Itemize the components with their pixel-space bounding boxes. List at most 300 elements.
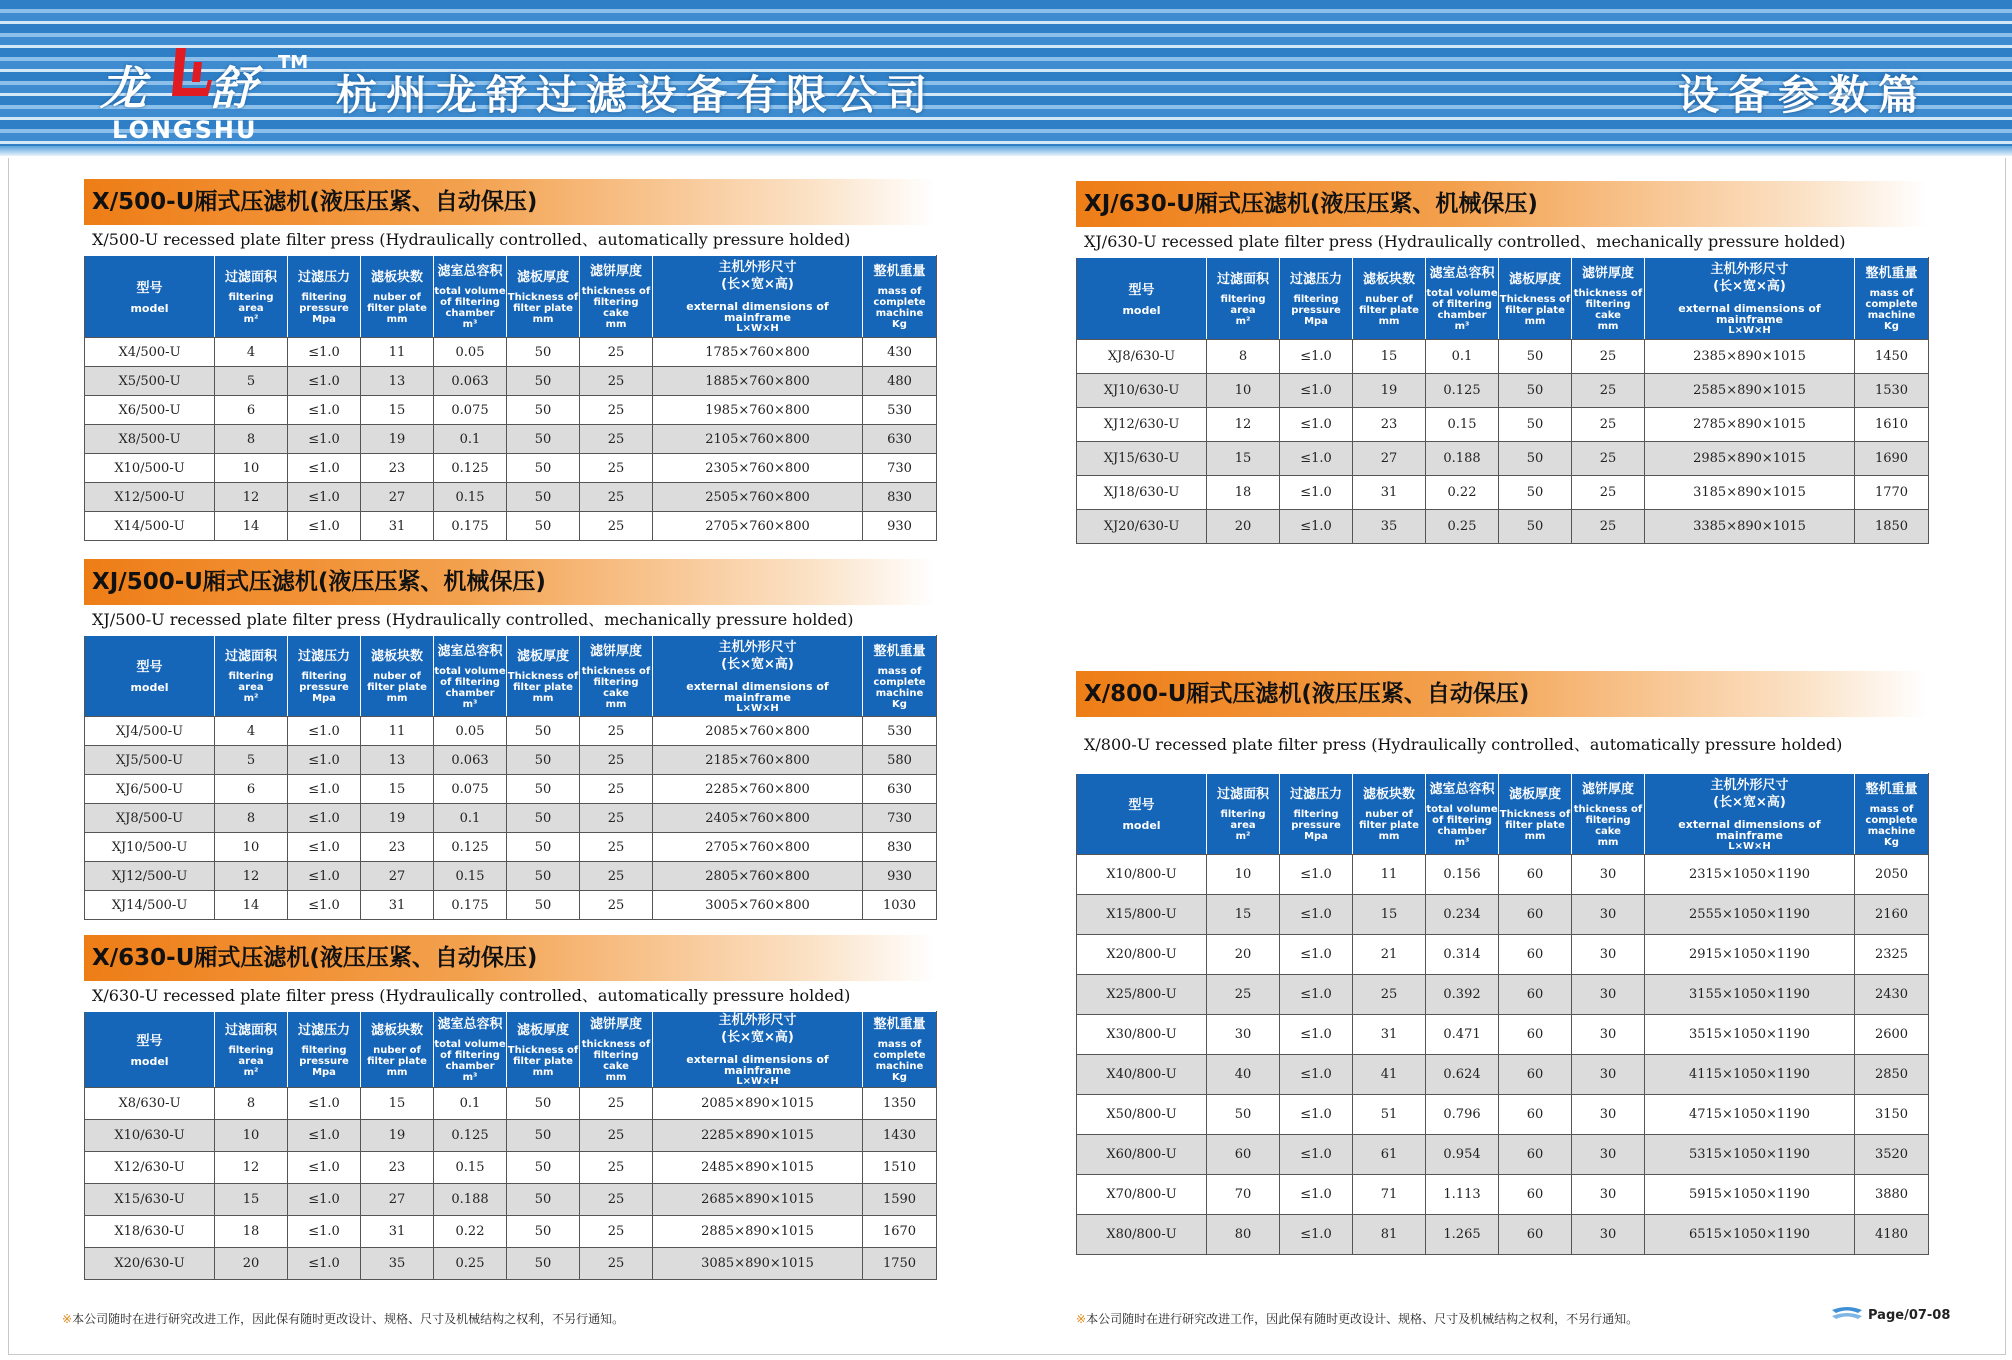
cell-mass: 2850 <box>1855 1055 1929 1095</box>
cell-area: 60 <box>1207 1135 1280 1175</box>
cell-volume: 0.175 <box>434 512 507 541</box>
col-header-unit: Kg <box>892 698 907 710</box>
cell-pressure: ≤1.0 <box>1280 895 1353 935</box>
cell-pressure: ≤1.0 <box>1280 510 1353 544</box>
col-header-area <box>1207 774 1280 855</box>
cell-volume: 0.796 <box>1426 1095 1499 1135</box>
cell-area: 70 <box>1207 1175 1280 1215</box>
col-header-unit: m² <box>1235 315 1251 327</box>
cell-pressure: ≤1.0 <box>288 367 361 396</box>
cell-model: X25/800-U <box>1077 975 1207 1015</box>
cell-volume: 1.113 <box>1426 1175 1499 1215</box>
cell-pressure: ≤1.0 <box>288 746 361 775</box>
cell-model: XJ5/500-U <box>85 746 215 775</box>
cell-model: X10/800-U <box>1077 855 1207 895</box>
cell-thickness: 50 <box>507 1120 580 1152</box>
cell-thickness: 60 <box>1499 1175 1572 1215</box>
col-header-area <box>215 256 288 338</box>
cell-plates: 35 <box>361 1248 434 1280</box>
cell-cake: 25 <box>1572 510 1645 544</box>
cell-volume: 0.05 <box>434 338 507 367</box>
cell-plates: 27 <box>361 1184 434 1216</box>
cell-model: XJ12/500-U <box>85 862 215 891</box>
cell-area: 4 <box>215 717 288 746</box>
cell-mass: 1430 <box>863 1120 937 1152</box>
cell-pressure: ≤1.0 <box>288 862 361 891</box>
cell-model: X40/800-U <box>1077 1055 1207 1095</box>
col-header-cn: 滤板厚度 <box>1508 787 1561 802</box>
cell-thickness: 50 <box>1499 442 1572 476</box>
col-header-unit: Kg <box>1884 321 1899 332</box>
col-header-unit: m³ <box>462 698 478 710</box>
cell-pressure: ≤1.0 <box>288 804 361 833</box>
cell-plates: 31 <box>361 1216 434 1248</box>
col-header-unit: Kg <box>1884 836 1899 848</box>
cell-plates: 31 <box>1353 1015 1426 1055</box>
cell-model: X18/630-U <box>85 1216 215 1248</box>
cell-cake: 25 <box>580 512 653 541</box>
cell-area: 15 <box>1207 895 1280 935</box>
cell-area: 20 <box>215 1248 288 1280</box>
col-header-pressure <box>1280 258 1353 340</box>
col-header-unit: m² <box>243 693 259 704</box>
col-header-cn: 滤板块数 <box>1362 787 1415 802</box>
cell-model: X12/500-U <box>85 483 215 512</box>
col-header-en: filtering pressure <box>299 671 349 693</box>
cell-pressure: ≤1.0 <box>288 512 361 541</box>
col-header-en: total volume of filtering chamber <box>434 1039 506 1072</box>
cell-pressure: ≤1.0 <box>288 338 361 367</box>
cell-thickness: 50 <box>507 891 580 920</box>
cell-mass: 1850 <box>1855 510 1929 544</box>
col-header-en: mass of complete machine <box>873 665 926 699</box>
col-header-cn: 滤饼厚度 <box>1581 781 1634 797</box>
cell-dims: 2705×760×800 <box>653 512 863 541</box>
cell-mass: 580 <box>863 746 937 775</box>
cell-volume: 0.25 <box>434 1248 507 1280</box>
cell-dims: 4115×1050×1190 <box>1645 1055 1855 1095</box>
cell-dims: 3005×760×800 <box>653 891 863 920</box>
cell-model: XJ18/630-U <box>1077 476 1207 510</box>
cell-thickness: 50 <box>507 833 580 862</box>
col-header-mass <box>1855 258 1929 340</box>
col-header-volume <box>434 636 507 717</box>
cell-dims: 5915×1050×1190 <box>1645 1175 1855 1215</box>
cell-thickness: 60 <box>1499 1055 1572 1095</box>
cell-area: 15 <box>215 1184 288 1216</box>
col-header-model <box>1077 258 1207 340</box>
col-header-cn2: (长×宽×高) <box>721 656 794 672</box>
cell-cake: 30 <box>1572 1095 1645 1135</box>
cell-volume: 0.234 <box>1426 895 1499 935</box>
col-header-unit: mm <box>532 1066 554 1078</box>
cell-dims: 2885×890×1015 <box>653 1216 863 1248</box>
col-header-cn: 滤室总容积 <box>437 1017 503 1032</box>
cell-volume: 0.392 <box>1426 975 1499 1015</box>
cell-dims: 2505×760×800 <box>653 483 863 512</box>
col-header-dims <box>653 1012 863 1088</box>
col-header-en: model <box>130 681 169 694</box>
col-header-cn: 滤饼厚度 <box>589 1017 642 1032</box>
cell-pressure: ≤1.0 <box>1280 1175 1353 1215</box>
cell-mass: 530 <box>863 396 937 425</box>
cell-pressure: ≤1.0 <box>1280 1215 1353 1255</box>
cell-dims: 3085×890×1015 <box>653 1248 863 1280</box>
cell-cake: 30 <box>1572 1015 1645 1055</box>
cell-pressure: ≤1.0 <box>1280 408 1353 442</box>
cell-plates: 19 <box>361 804 434 833</box>
cell-plates: 21 <box>1353 935 1426 975</box>
cell-dims: 2685×890×1015 <box>653 1184 863 1216</box>
table-row <box>85 1152 937 1184</box>
cell-area: 6 <box>215 775 288 804</box>
col-header-cn: 滤板厚度 <box>516 649 569 664</box>
cell-cake: 25 <box>580 1088 653 1120</box>
cell-volume: 0.624 <box>1426 1055 1499 1095</box>
col-header-mass <box>1855 774 1929 855</box>
col-header-en: filtering pressure <box>1291 809 1341 831</box>
cell-area: 8 <box>215 804 288 833</box>
cell-cake: 25 <box>580 717 653 746</box>
col-header-cake <box>1572 258 1645 340</box>
table-row <box>85 833 937 862</box>
cell-plates: 15 <box>361 1088 434 1120</box>
cell-pressure: ≤1.0 <box>288 891 361 920</box>
col-header-pressure <box>1280 774 1353 855</box>
col-header-model <box>1077 774 1207 855</box>
cell-volume: 0.15 <box>434 483 507 512</box>
col-header-cn: 滤板厚度 <box>1508 271 1561 287</box>
table-row <box>85 1088 937 1120</box>
cell-model: X20/630-U <box>85 1248 215 1280</box>
cell-volume: 0.1 <box>434 1088 507 1120</box>
cell-thickness: 60 <box>1499 1135 1572 1175</box>
col-header-unit: mm <box>1524 831 1546 842</box>
cell-model: XJ15/630-U <box>1077 442 1207 476</box>
cell-plates: 19 <box>1353 374 1426 408</box>
col-header-cn: 过滤压力 <box>1289 271 1342 287</box>
cell-model: X60/800-U <box>1077 1135 1207 1175</box>
table-row <box>1077 855 1929 895</box>
col-header-en: nuber of filter plate <box>1359 809 1419 831</box>
cell-thickness: 50 <box>507 338 580 367</box>
col-header-en: external dimensions of mainframe <box>686 679 829 704</box>
cell-plates: 23 <box>1353 408 1426 442</box>
col-header-cn: 整机重量 <box>873 1017 926 1032</box>
cell-thickness: 50 <box>507 775 580 804</box>
col-header-model <box>85 256 215 338</box>
col-header-cake <box>1572 774 1645 855</box>
col-header-area <box>1207 258 1280 340</box>
cell-area: 8 <box>1207 340 1280 374</box>
cell-thickness: 60 <box>1499 895 1572 935</box>
col-header-cn: 滤饼厚度 <box>589 264 642 279</box>
cell-plates: 27 <box>361 862 434 891</box>
col-header-unit: mm <box>605 319 627 330</box>
col-header-cn: 滤板厚度 <box>516 269 569 285</box>
col-header-unit: Mpa <box>312 313 336 325</box>
cell-model: X10/630-U <box>85 1120 215 1152</box>
table-row <box>85 338 937 367</box>
trademark-mark: TM <box>278 52 309 73</box>
col-header-cake <box>580 1012 653 1088</box>
col-header-cn: 滤室总容积 <box>1429 266 1495 281</box>
cell-pressure: ≤1.0 <box>288 1152 361 1184</box>
cell-pressure: ≤1.0 <box>288 396 361 425</box>
table-row <box>1077 340 1929 374</box>
cell-cake: 30 <box>1572 1135 1645 1175</box>
cell-thickness: 50 <box>507 1216 580 1248</box>
cell-cake: 25 <box>580 1248 653 1280</box>
cell-thickness: 50 <box>507 1248 580 1280</box>
col-header-en: mass of complete machine <box>873 286 926 319</box>
col-header-en: thickness of filtering cake <box>1573 288 1643 321</box>
cell-dims: 2405×760×800 <box>653 804 863 833</box>
col-header-cn: 主机外形尺寸 <box>718 260 797 275</box>
table-row <box>1077 1135 1929 1175</box>
table-row <box>1077 975 1929 1015</box>
spec-block-x800 <box>1076 671 1928 1255</box>
col-header-cn: 滤室总容积 <box>437 643 503 659</box>
cell-mass: 3880 <box>1855 1175 1929 1215</box>
cell-model: XJ6/500-U <box>85 775 215 804</box>
cell-plates: 15 <box>1353 895 1426 935</box>
col-header-en: thickness of filtering cake <box>581 1039 651 1072</box>
col-header-en: model <box>130 301 169 315</box>
cell-model: X50/800-U <box>1077 1095 1207 1135</box>
cell-thickness: 50 <box>1499 408 1572 442</box>
cell-thickness: 50 <box>507 425 580 454</box>
section-title: 设备参数篇 <box>1678 71 1928 119</box>
col-header-dims <box>1645 258 1855 340</box>
col-header-cn2: (长×宽×高) <box>1713 279 1786 294</box>
col-header-volume <box>1426 258 1499 340</box>
cell-dims: 2105×760×800 <box>653 425 863 454</box>
cell-mass: 430 <box>863 338 937 367</box>
block-title: XJ/630-U厢式压滤机(液压压紧、机械保压) <box>1076 181 1928 227</box>
cell-cake: 25 <box>580 1152 653 1184</box>
cell-thickness: 50 <box>507 717 580 746</box>
col-header-thickness <box>507 256 580 338</box>
cell-thickness: 50 <box>507 1152 580 1184</box>
cell-dims: 3515×1050×1190 <box>1645 1015 1855 1055</box>
block-subtitle: X/800-U recessed plate filter press (Hydraulically controlled、automatically pressure holded) <box>1084 735 1843 754</box>
col-header-cn: 过滤压力 <box>297 269 350 285</box>
cell-plates: 23 <box>361 454 434 483</box>
cell-pressure: ≤1.0 <box>1280 442 1353 476</box>
col-header-en: nuber of filter plate <box>367 671 427 693</box>
cell-area: 10 <box>215 454 288 483</box>
cell-dims: 1885×760×800 <box>653 367 863 396</box>
table-row <box>85 1248 937 1280</box>
col-header-model <box>85 636 215 717</box>
cell-cake: 25 <box>580 396 653 425</box>
cell-plates: 25 <box>1353 975 1426 1015</box>
cell-plates: 27 <box>361 483 434 512</box>
cell-plates: 11 <box>361 338 434 367</box>
cell-thickness: 60 <box>1499 935 1572 975</box>
cell-area: 12 <box>215 862 288 891</box>
col-header-en: Thickness of filter plate <box>507 291 579 314</box>
footer-note-right <box>1076 1310 1638 1327</box>
col-header-unit: mm <box>1378 831 1400 842</box>
cell-plates: 41 <box>1353 1055 1426 1095</box>
cell-volume: 0.22 <box>434 1216 507 1248</box>
table-row <box>85 425 937 454</box>
cell-area: 12 <box>1207 408 1280 442</box>
cell-area: 40 <box>1207 1055 1280 1095</box>
cell-thickness: 60 <box>1499 1015 1572 1055</box>
col-header-unit: mm <box>1378 315 1400 327</box>
col-header-unit: Mpa <box>312 693 336 704</box>
cell-plates: 19 <box>361 425 434 454</box>
table-row <box>85 1184 937 1216</box>
col-header-unit: m³ <box>1454 321 1470 332</box>
block-subtitle: X/630-U recessed plate filter press (Hydraulically controlled、automatically pressure holded) <box>92 986 851 1005</box>
table-row <box>1077 476 1929 510</box>
col-header-dims <box>653 636 863 717</box>
cell-volume: 0.15 <box>434 1152 507 1184</box>
block-subtitle: XJ/630-U recessed plate filter press (Hydraulically controlled、mechanically pressure holded) <box>1084 232 1846 251</box>
cell-dims: 2785×890×1015 <box>1645 408 1855 442</box>
cell-mass: 4180 <box>1855 1215 1929 1255</box>
cell-mass: 1450 <box>1855 340 1929 374</box>
cell-cake: 25 <box>1572 442 1645 476</box>
cell-cake: 30 <box>1572 855 1645 895</box>
cell-thickness: 50 <box>1499 476 1572 510</box>
col-header-cn: 滤板厚度 <box>516 1022 569 1038</box>
table-row <box>1077 510 1929 544</box>
col-header-thickness <box>1499 258 1572 340</box>
cell-model: X12/630-U <box>85 1152 215 1184</box>
cell-pressure: ≤1.0 <box>288 1088 361 1120</box>
cell-pressure: ≤1.0 <box>288 1184 361 1216</box>
cell-thickness: 50 <box>507 862 580 891</box>
col-header-unit: L×W×H <box>736 702 779 714</box>
col-header-model <box>85 1012 215 1088</box>
col-header-en: total volume of filtering chamber <box>1426 288 1498 321</box>
col-header-cn: 滤板块数 <box>370 1022 423 1038</box>
cell-area: 18 <box>1207 476 1280 510</box>
cell-dims: 2285×760×800 <box>653 775 863 804</box>
col-header-cn: 滤饼厚度 <box>1581 266 1634 281</box>
cell-cake: 25 <box>580 804 653 833</box>
cell-dims: 1785×760×800 <box>653 338 863 367</box>
col-header-en: filtering area <box>228 291 274 314</box>
cell-area: 15 <box>1207 442 1280 476</box>
cell-volume: 0.471 <box>1426 1015 1499 1055</box>
cell-mass: 830 <box>863 833 937 862</box>
table-row <box>1077 935 1929 975</box>
cell-pressure: ≤1.0 <box>1280 476 1353 510</box>
cell-model: X80/800-U <box>1077 1215 1207 1255</box>
block-title: X/500-U厢式压滤机(液压压紧、自动保压) <box>84 179 936 225</box>
table-row <box>1077 1175 1929 1215</box>
table-row <box>1077 442 1929 476</box>
cell-cake: 25 <box>580 775 653 804</box>
col-header-cn: 整机重量 <box>873 264 926 279</box>
cell-area: 20 <box>1207 935 1280 975</box>
cell-plates: 31 <box>361 512 434 541</box>
col-header-en: nuber of filter plate <box>1359 293 1419 316</box>
cell-mass: 1750 <box>863 1248 937 1280</box>
cell-plates: 11 <box>1353 855 1426 895</box>
cell-volume: 0.15 <box>434 862 507 891</box>
cell-model: X15/630-U <box>85 1184 215 1216</box>
cell-dims: 2985×890×1015 <box>1645 442 1855 476</box>
block-title: XJ/500-U厢式压滤机(液压压紧、机械保压) <box>84 559 936 605</box>
cell-model: X4/500-U <box>85 338 215 367</box>
cell-model: XJ8/500-U <box>85 804 215 833</box>
cell-area: 12 <box>215 483 288 512</box>
spec-table <box>84 255 937 541</box>
col-header-en: total volume of filtering chamber <box>434 286 506 319</box>
col-header-unit: m² <box>243 1066 259 1078</box>
cell-mass: 1770 <box>1855 476 1929 510</box>
cell-volume: 0.22 <box>1426 476 1499 510</box>
cell-mass: 1670 <box>863 1216 937 1248</box>
table-row <box>1077 1015 1929 1055</box>
table-row <box>85 454 937 483</box>
col-header-unit: m³ <box>462 1072 478 1083</box>
col-header-en: total volume of filtering chamber <box>434 665 506 699</box>
cell-pressure: ≤1.0 <box>1280 1015 1353 1055</box>
cell-model: XJ4/500-U <box>85 717 215 746</box>
cell-cake: 25 <box>1572 340 1645 374</box>
col-header-en: filtering pressure <box>1291 293 1341 316</box>
col-header-volume <box>434 1012 507 1088</box>
cell-thickness: 60 <box>1499 1095 1572 1135</box>
cell-plates: 11 <box>361 717 434 746</box>
table-row <box>1077 1215 1929 1255</box>
cell-pressure: ≤1.0 <box>288 775 361 804</box>
col-header-en: external dimensions of mainframe <box>1678 817 1821 842</box>
col-header-area <box>215 1012 288 1088</box>
cell-cake: 25 <box>1572 408 1645 442</box>
logo-en: LONGSHU <box>112 116 258 144</box>
cell-cake: 25 <box>580 1120 653 1152</box>
cell-pressure: ≤1.0 <box>1280 1055 1353 1095</box>
cell-thickness: 60 <box>1499 975 1572 1015</box>
col-header-cn: 型号 <box>136 660 163 675</box>
note-mark: ※ <box>1076 1312 1087 1326</box>
col-header-cn: 过滤面积 <box>1216 271 1269 287</box>
col-header-unit: Mpa <box>1304 831 1328 842</box>
cell-thickness: 50 <box>507 1088 580 1120</box>
cell-plates: 19 <box>361 1120 434 1152</box>
cell-cake: 25 <box>580 483 653 512</box>
col-header-cn: 主机外形尺寸 <box>1710 262 1789 277</box>
cell-pressure: ≤1.0 <box>288 833 361 862</box>
block-subtitle: XJ/500-U recessed plate filter press (Hydraulically controlled、mechanically pressure holded) <box>92 610 854 629</box>
col-header-volume <box>1426 774 1499 855</box>
col-header-en: mass of complete machine <box>1865 288 1918 321</box>
col-header-cn: 整机重量 <box>1865 781 1918 797</box>
cell-thickness: 50 <box>1499 340 1572 374</box>
cell-model: X30/800-U <box>1077 1015 1207 1055</box>
cell-mass: 1030 <box>863 891 937 920</box>
cell-mass: 1590 <box>863 1184 937 1216</box>
col-header-en: external dimensions of mainframe <box>686 1053 829 1077</box>
cell-plates: 23 <box>361 833 434 862</box>
col-header-cake <box>580 256 653 338</box>
col-header-cn: 滤饼厚度 <box>589 643 642 659</box>
page-number: Page/07-08 <box>1868 1308 1951 1323</box>
col-header-mass <box>863 636 937 717</box>
col-header-unit: mm <box>1597 836 1619 848</box>
cell-mass: 630 <box>863 775 937 804</box>
cell-cake: 25 <box>580 833 653 862</box>
